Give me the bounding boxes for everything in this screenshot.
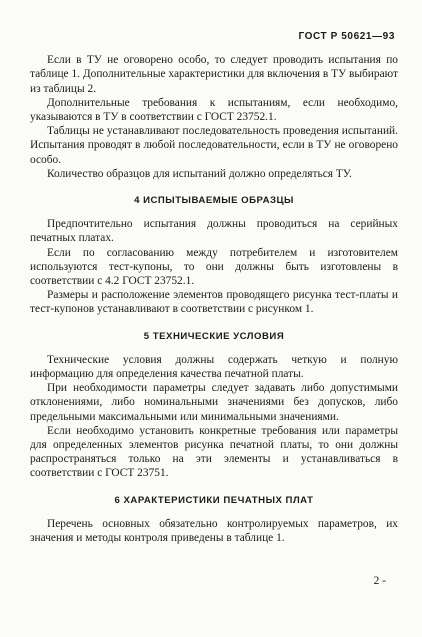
paragraph: Технические условия должны содержать четкую и полную информацию для определения качества печатной платы. bbox=[30, 353, 398, 381]
document-header: ГОСТ Р 50621—93 bbox=[298, 31, 395, 42]
paragraph: Таблицы не устанавливают последовательность проведения испытаний. Испытания проводят в любой последовательности, если в ТУ не оговорено особо. bbox=[30, 125, 398, 166]
paragraph: Если по согласованию между потребителем и изготовителем используются тест-купоны, то они должны быть изготовлены в соответствии с 4.2 ГОСТ 23752.1. bbox=[30, 246, 398, 288]
section-4-body bbox=[30, 217, 398, 316]
intro-block bbox=[30, 53, 398, 181]
paragraph: При необходимости параметры следует задавать либо допустимыми отклонениями, либо номинальными значениями без допусков, либо предельными максимальными или минимальными значениями. bbox=[30, 382, 398, 423]
paragraph: Предпочтительно испытания должны проводиться на серийных печатных платах. bbox=[30, 218, 398, 245]
paragraph: Размеры и расположение элементов проводящего рисунка тест-платы и тест-купонов устанавливают в соответствии с рисунком 1. bbox=[30, 289, 398, 316]
page-number: 2 - bbox=[373, 575, 386, 587]
section-5-body bbox=[30, 353, 398, 481]
section-heading-5: 5 ТЕХНИЧЕСКИЕ УСЛОВИЯ bbox=[143, 330, 285, 342]
paragraph: Дополнительные требования к испытаниям, если необходимо, указываются в ТУ в соответствии с ГОСТ 23752.1. bbox=[30, 96, 398, 124]
paragraph: Если в ТУ не оговорено особо, то следует проводить испытания по таблице 1. Дополнительные характеристики для включения в ТУ выбирают из таблицы 2. bbox=[30, 54, 398, 95]
section-heading-6: 6 ХАРАКТЕРИСТИКИ ПЕЧАТНЫХ ПЛАТ bbox=[114, 494, 314, 506]
section-heading-4: 4 ИСПЫТЫВАЕМЫЕ ОБРАЗЦЫ bbox=[134, 195, 294, 207]
paragraph: Перечень основных обязательно контролируемых параметров, их значения и методы контроля приведены в таблице 1. bbox=[30, 517, 398, 545]
paragraph: Количество образцов для испытаний должно определяться ТУ. bbox=[47, 167, 352, 180]
paragraph: Если необходимо установить конкретные требования или параметры для определенных элементов рисунка печатной платы, то они должны распространяться только на эти элементы и устанавливаться в соответствии с ГОСТ 23751. bbox=[30, 424, 398, 480]
section-6-body bbox=[30, 517, 398, 545]
